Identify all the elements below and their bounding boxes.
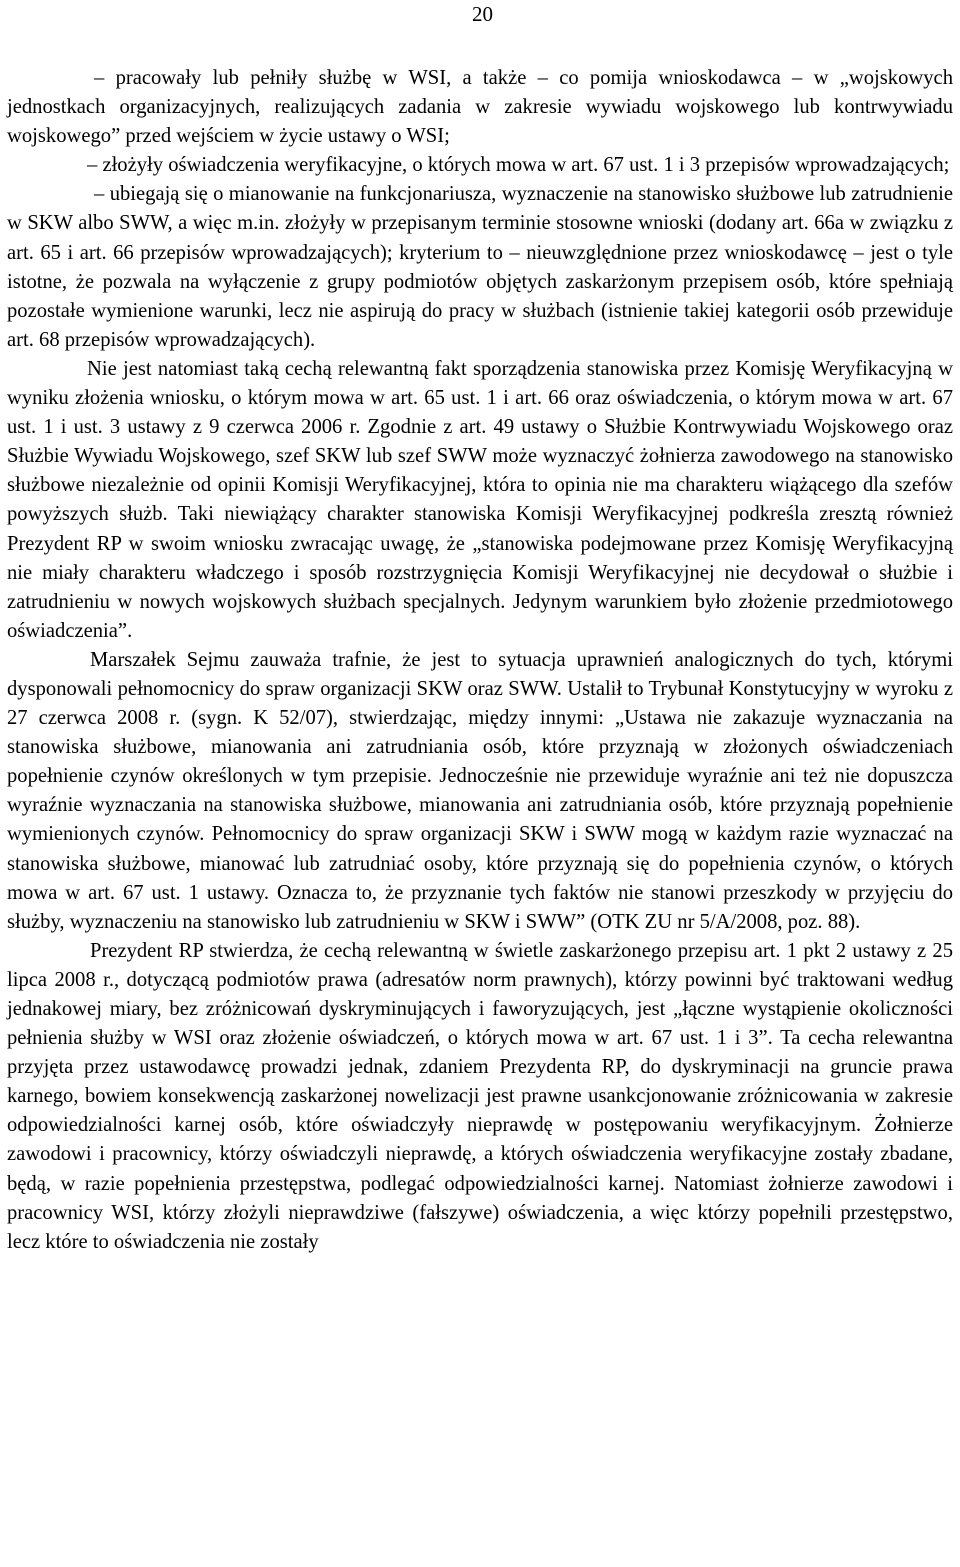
page-number: 20 <box>472 2 493 26</box>
bullet-paragraph: – ubiegają się o mianowanie na funkcjonariusza, wyznaczenie na stanowisko służbowe lub zatrudnienie w SKW albo SWW, a więc m.in. złożyły w przepisanym terminie stosowne wnioski (dodany art. 66a w związku z art. 65 i art. 66 przepisów wprowadzających); kryterium to – nieuwzględnione przez wnioskodawcę – jest o tyle istotne, że pozwala na wyłączenie z grupy podmiotów objętych zaskarżonym przepisem osób, które spełniają pozostałe wymienione warunki, lecz nie aspirują do pracy w służbach (istnienie takiej kategorii osób przewiduje art. 68 przepisów wprowadzających). <box>7 183 953 351</box>
bullet-paragraph: – pracowały lub pełniły służbę w WSI, a także – co pomija wnioskodawca – w „wojskowych jednostkach organizacyjnych, realizujących zadania w zakresie wywiadu wojskowego lub kontrwywiadu wojskowego” przed wejściem w życie ustawy o WSI; <box>7 67 953 148</box>
document-body <box>7 64 953 1257</box>
body-paragraph: Nie jest natomiast taką cechą relewantną fakt sporządzenia stanowiska przez Komisję Weryfikacyjną w wyniku złożenia wniosku, o którym mowa w art. 65 ust. 1 i art. 66 oraz oświadczenia, o którym mowa w art. 67 ust. 1 i ust. 3 ustawy z 9 czerwca 2006 r. Zgodnie z art. 49 ustawy o Służbie Kontrwywiadu Wojskowego oraz Służbie Wywiadu Wojskowego, szef SKW lub szef SWW może wyznaczyć żołnierza zawodowego na stanowisko służbowe niezależnie od opinii Komisji Weryfikacyjnej, która to opinia nie ma charakteru wiążącego dla szefów powyższych służb. Taki niewiążący charakter stanowiska Komisji Weryfikacyjnej podkreśla zresztą również Prezydent RP w swoim wniosku zwracając uwagę, że „stanowiska podejmowane przez Komisję Weryfikacyjną nie miały charakteru władczego i sposób rozstrzygnięcia Komisji Weryfikacyjnej nie decydował o służbie i zatrudnieniu w nowych wojskowych służbach specjalnych. Jedynym warunkiem było złożenie przedmiotowego oświadczenia”. <box>7 357 953 642</box>
body-paragraph: Prezydent RP stwierdza, że cechą relewantną w świetle zaskarżonego przepisu art. 1 pkt 2 ustawy z 25 lipca 2008 r., dotyczącą podmiotów prawa (adresatów norm prawnych), którzy powinni być traktowani według jednakowej miary, bez zróżnicowań dyskryminujących i faworyzujących, jest „łączne wystąpienie okoliczności pełnienia służby w WSI oraz złożenie oświadczeń, o których mowa w art. 67 ust. 1 i 3”. Ta cecha relewantna przyjęta przez ustawodawcę prowadzi jednak, zdaniem Prezydenta RP, do dyskryminacji na gruncie prawa karnego, bowiem konsekwencją zaskarżonej nowelizacji jest prawne usankcjonowanie zróżnicowania w zakresie odpowiedzialności karnej osób, które oświadczyły nieprawdę w postępowaniu weryfikacyjnym. Żołnierze zawodowi i pracownicy, którzy oświadczyli nieprawdę, a których oświadczenia weryfikacyjne zostały zbadane, będą, w razie popełnienia przestępstwa, podlegać odpowiedzialności karnej. Natomiast żołnierze zawodowi i pracownicy WSI, którzy złożyli nieprawdziwe (fałszywe) oświadczenia, a więc którzy popełnili przestępstwo, lecz które to oświadczenia nie zostały <box>7 939 953 1253</box>
bullet-paragraph: – złożyły oświadczenia weryfikacyjne, o których mowa w art. 67 ust. 1 i 3 przepisów wprowadzających; <box>87 154 950 177</box>
body-paragraph: Marszałek Sejmu zauważa trafnie, że jest to sytuacja uprawnień analogicznych do tych, którymi dysponowali pełnomocnicy do spraw organizacji SKW oraz SWW. Ustalił to Trybunał Konstytucyjny w wyroku z 27 czerwca 2008 r. (sygn. K 52/07), stwierdzając, między innymi: „Ustawa nie zakazuje wyznaczania na stanowiska służbowe, mianowania ani zatrudniania osób, które przyznają w złożonych oświadczeniach popełnienie czynów określonych w tym przepisie. Jednocześnie nie przewiduje wyraźnie ani też nie dopuszcza wyraźnie wyznaczania na stanowiska służbowe, mianowania ani zatrudniania osób, które przyznają popełnienie wymienionych czynów. Pełnomocnicy do spraw organizacji SKW i SWW mogą w każdym razie wyznaczać na stanowiska służbowe, mianować lub zatrudniać osoby, które przyznają się do popełnienia czynów, o których mowa w art. 67 ust. 1 ustawy. Oznacza to, że przyznanie tych faktów nie stanowi przeszkody w przyjęciu do służby, wyznaczeniu na stanowisko lub zatrudnieniu w SKW i SWW” (OTK ZU nr 5/A/2008, poz. 88). <box>7 648 953 933</box>
